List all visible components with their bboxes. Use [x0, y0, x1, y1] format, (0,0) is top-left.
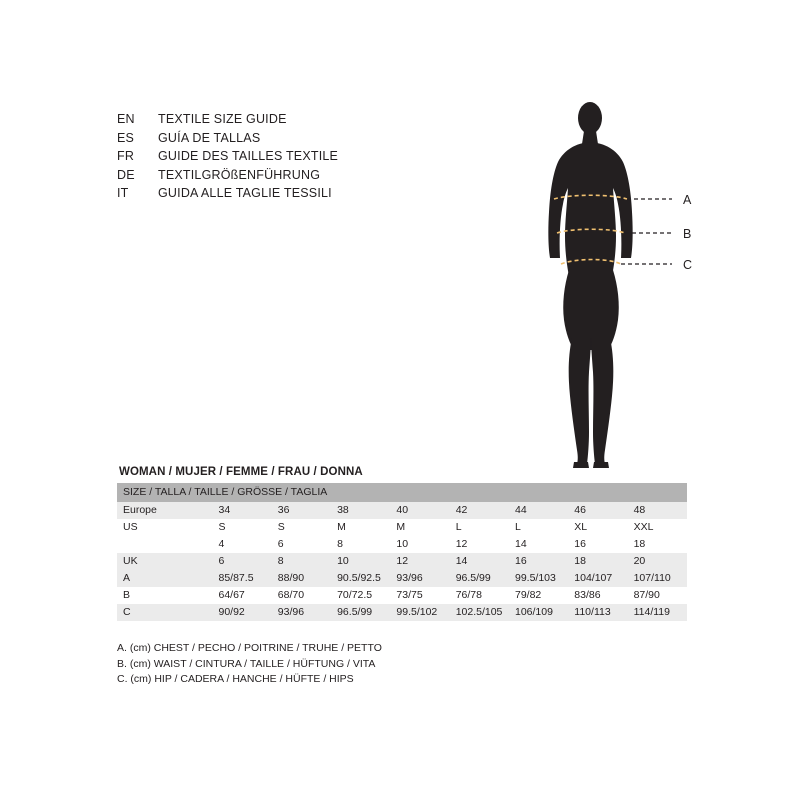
table-header-row	[117, 483, 687, 502]
cell: 99.5/102	[390, 604, 449, 621]
row-label: Europe	[117, 502, 213, 519]
cell: 42	[450, 502, 509, 519]
cell: 12	[390, 553, 449, 570]
cell: 6	[213, 553, 272, 570]
cell: 34	[213, 502, 272, 519]
cell: 8	[331, 536, 390, 553]
cell: 46	[568, 502, 627, 519]
cell: 107/110	[628, 570, 687, 587]
row-label	[117, 536, 213, 553]
cell: 90.5/92.5	[331, 570, 390, 587]
table-row	[117, 519, 687, 536]
footnote-a: A. (cm) CHEST / PECHO / POITRINE / TRUHE / PETTO	[117, 642, 382, 654]
cell: S	[213, 519, 272, 536]
cell: 64/67	[213, 587, 272, 604]
footnote-b: B. (cm) WAIST / CINTURA / TAILLE / HÜFTUNG / VITA	[117, 657, 376, 670]
language-code-de: DE	[117, 167, 135, 182]
measure-label-a: A	[683, 193, 692, 207]
cell: S	[272, 519, 331, 536]
cell: 36	[272, 502, 331, 519]
cell: L	[509, 519, 568, 536]
cell: 99.5/103	[509, 570, 568, 587]
table-section-heading: WOMAN / MUJER / FEMME / FRAU / DONNA	[119, 466, 363, 478]
table-row	[117, 570, 687, 587]
cell: XXL	[628, 519, 687, 536]
cell: 44	[509, 502, 568, 519]
cell: 14	[450, 553, 509, 570]
cell: 20	[628, 553, 687, 570]
cell: M	[390, 519, 449, 536]
language-code-it: IT	[117, 186, 129, 200]
cell: 110/113	[568, 604, 627, 621]
female-body-figure	[520, 100, 700, 470]
cell: 85/87.5	[213, 570, 272, 587]
row-label: A	[117, 570, 213, 587]
row-label: B	[117, 587, 213, 604]
cell: 73/75	[390, 587, 449, 604]
cell: M	[331, 519, 390, 536]
body-silhouette-icon	[520, 100, 700, 470]
table-row	[117, 604, 687, 621]
title-row-en	[117, 112, 417, 131]
title-row-fr	[117, 149, 417, 168]
cell: 18	[628, 536, 687, 553]
cell: 93/96	[272, 604, 331, 621]
cell: 40	[390, 502, 449, 519]
cell: 96.5/99	[331, 604, 390, 621]
table-row	[117, 502, 687, 519]
cell: 10	[331, 553, 390, 570]
cell: 88/90	[272, 570, 331, 587]
cell: 14	[509, 536, 568, 553]
row-label: C	[117, 604, 213, 621]
title-row-it	[117, 186, 417, 205]
measure-label-c: C	[683, 258, 693, 272]
cell: 12	[450, 536, 509, 553]
cell: 68/70	[272, 587, 331, 604]
title-text-fr: GUIDE DES TAILLES TEXTILE	[158, 149, 339, 163]
cell: 6	[272, 536, 331, 553]
cell: L	[450, 519, 509, 536]
title-block	[117, 112, 417, 205]
title-row-de	[117, 168, 417, 187]
cell: 104/107	[568, 570, 627, 587]
cell: 83/86	[568, 587, 627, 604]
cell: 90/92	[213, 604, 272, 621]
table-row	[117, 553, 687, 570]
language-code-es: ES	[117, 130, 135, 145]
size-table-block	[117, 466, 687, 621]
measure-label-b: B	[683, 227, 692, 241]
row-label: UK	[117, 553, 213, 570]
language-code-en: EN	[117, 112, 135, 126]
size-table	[117, 483, 687, 621]
measurement-footnotes	[117, 641, 382, 688]
cell: 16	[568, 536, 627, 553]
cell: 38	[331, 502, 390, 519]
cell: 93/96	[390, 570, 449, 587]
title-text-es: GUÍA DE TALLAS	[158, 130, 261, 145]
language-code-fr: FR	[117, 149, 135, 163]
footnote-c: C. (cm) HIP / CADERA / HANCHE / HÜFTE / HIPS	[117, 673, 354, 685]
title-text-it: GUIDA ALLE TAGLIE TESSILI	[158, 186, 332, 200]
cell: 18	[568, 553, 627, 570]
row-label: US	[117, 519, 213, 536]
cell: 48	[628, 502, 687, 519]
title-text-de: TEXTILGRÖßENFÜHRUNG	[158, 167, 321, 182]
title-row-es	[117, 131, 417, 150]
cell: XL	[568, 519, 627, 536]
cell: 102.5/105	[450, 604, 509, 621]
cell: 106/109	[509, 604, 568, 621]
cell: 87/90	[628, 587, 687, 604]
cell: 76/78	[450, 587, 509, 604]
cell: 8	[272, 553, 331, 570]
cell: 96.5/99	[450, 570, 509, 587]
table-header-label: SIZE / TALLA / TAILLE / GRÖSSE / TAGLIA	[117, 483, 687, 502]
table-row	[117, 536, 687, 553]
cell: 79/82	[509, 587, 568, 604]
cell: 114/119	[628, 604, 687, 621]
cell: 10	[390, 536, 449, 553]
cell: 16	[509, 553, 568, 570]
table-row	[117, 587, 687, 604]
cell: 4	[213, 536, 272, 553]
title-text-en: TEXTILE SIZE GUIDE	[158, 112, 287, 126]
cell: 70/72.5	[331, 587, 390, 604]
